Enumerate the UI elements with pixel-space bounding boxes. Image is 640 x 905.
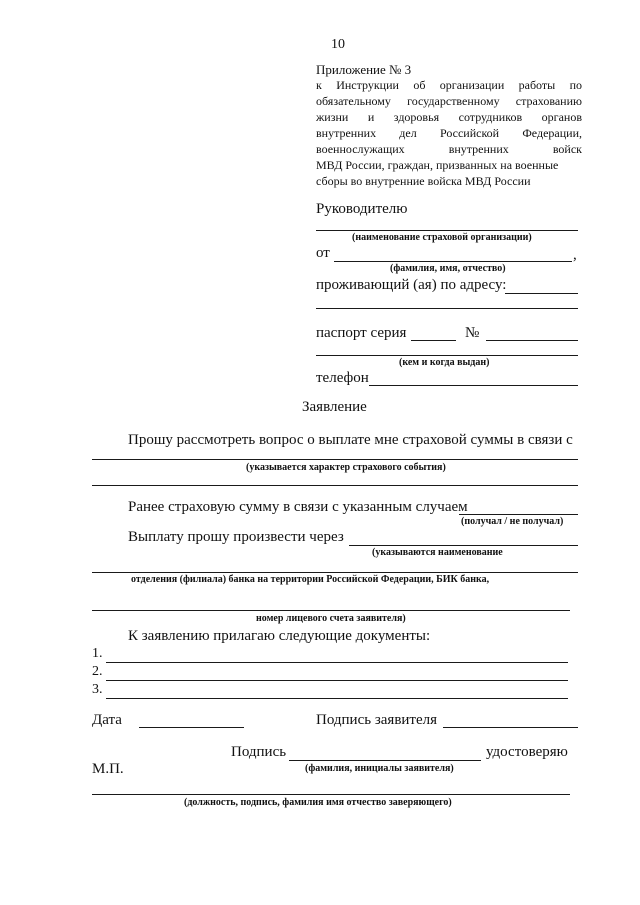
applicant-fio-field[interactable]	[334, 261, 572, 262]
attachment-1-field[interactable]	[106, 662, 568, 663]
passport-number-field[interactable]	[486, 340, 578, 341]
header-line-5: военнослужащих внутренних войск	[316, 142, 582, 156]
bank-branch-caption: отделения (филиала) банка на территории Российской Федерации, БИК банка,	[131, 574, 490, 585]
attachment-3-field[interactable]	[106, 698, 568, 699]
attachments-text: К заявлению прилагаю следующие документы:	[128, 628, 431, 644]
received-field[interactable]	[459, 514, 578, 515]
header-line-2: обязательному государственному страхованию	[316, 94, 582, 108]
event-field-2[interactable]	[92, 485, 578, 486]
org-name-caption: (наименование страховой организации)	[352, 232, 532, 243]
passport-series-field[interactable]	[411, 340, 456, 341]
org-name-field[interactable]	[316, 230, 578, 231]
date-field[interactable]	[139, 727, 244, 728]
request-text: Прошу рассмотреть вопрос о выплате мне страховой суммы в связи с	[128, 432, 573, 448]
initials-caption: (фамилия, инициалы заявителя)	[305, 763, 454, 774]
fio-caption: (фамилия, имя, отчество)	[390, 263, 506, 274]
stamp-label: М.П.	[92, 761, 124, 777]
payment-text: Выплату прошу произвести через	[128, 529, 344, 545]
appendix-title: Приложение № 3	[316, 62, 412, 77]
event-field[interactable]	[92, 459, 578, 460]
attachment-2-field[interactable]	[106, 680, 568, 681]
certifier-caption: (должность, подпись, фамилия имя отчество заверяющего)	[184, 797, 452, 808]
fio-comma: ,	[573, 247, 577, 263]
application-title: Заявление	[302, 399, 367, 415]
header-line-6: МВД России, граждан, призванных на военные	[316, 158, 559, 172]
header-line-4: внутренних дел Российской Федерации,	[316, 126, 582, 140]
certify-label: удостоверяю	[486, 744, 568, 760]
previous-payment-text: Ранее страховую сумму в связи с указанным случаем	[128, 499, 468, 515]
date-label: Дата	[92, 712, 122, 728]
bank-name-caption: (указываются наименование	[372, 547, 503, 558]
attachment-1-label: 1.	[92, 646, 103, 661]
certifier-field[interactable]	[92, 794, 570, 795]
bank-branch-field[interactable]	[92, 572, 578, 573]
passport-series-label: паспорт серия	[316, 325, 407, 341]
passport-number-label: №	[465, 325, 480, 341]
bank-account-caption: номер лицевого счета заявителя)	[256, 613, 406, 624]
signature-label: Подпись	[231, 744, 287, 760]
applicant-signature-label: Подпись заявителя	[316, 712, 438, 728]
event-caption: (указывается характер страхового события)	[246, 462, 446, 473]
header-line-3: жизни и здоровья сотрудников органов	[316, 110, 582, 124]
phone-label: телефон	[316, 370, 369, 386]
attachment-3-label: 3.	[92, 682, 103, 697]
bank-name-field[interactable]	[349, 545, 578, 546]
received-caption: (получал / не получал)	[461, 516, 564, 527]
phone-field[interactable]	[369, 385, 578, 386]
residing-label: проживающий (ая) по адресу:	[316, 277, 507, 293]
from-label: от	[316, 245, 330, 261]
applicant-signature-field[interactable]	[443, 727, 578, 728]
page-number: 10	[331, 37, 345, 52]
header-line-1: к Инструкции об организации работы по	[316, 78, 582, 92]
bank-account-field[interactable]	[92, 610, 570, 611]
address-field-2[interactable]	[316, 308, 578, 309]
addressee-label: Руководителю	[316, 201, 408, 217]
passport-issued-field[interactable]	[316, 355, 578, 356]
address-field-1[interactable]	[505, 293, 578, 294]
attachment-2-label: 2.	[92, 664, 103, 679]
passport-issued-caption: (кем и когда выдан)	[399, 357, 490, 368]
certified-signature-field[interactable]	[289, 760, 481, 761]
header-line-7: сборы во внутренние войска МВД России	[316, 174, 531, 188]
